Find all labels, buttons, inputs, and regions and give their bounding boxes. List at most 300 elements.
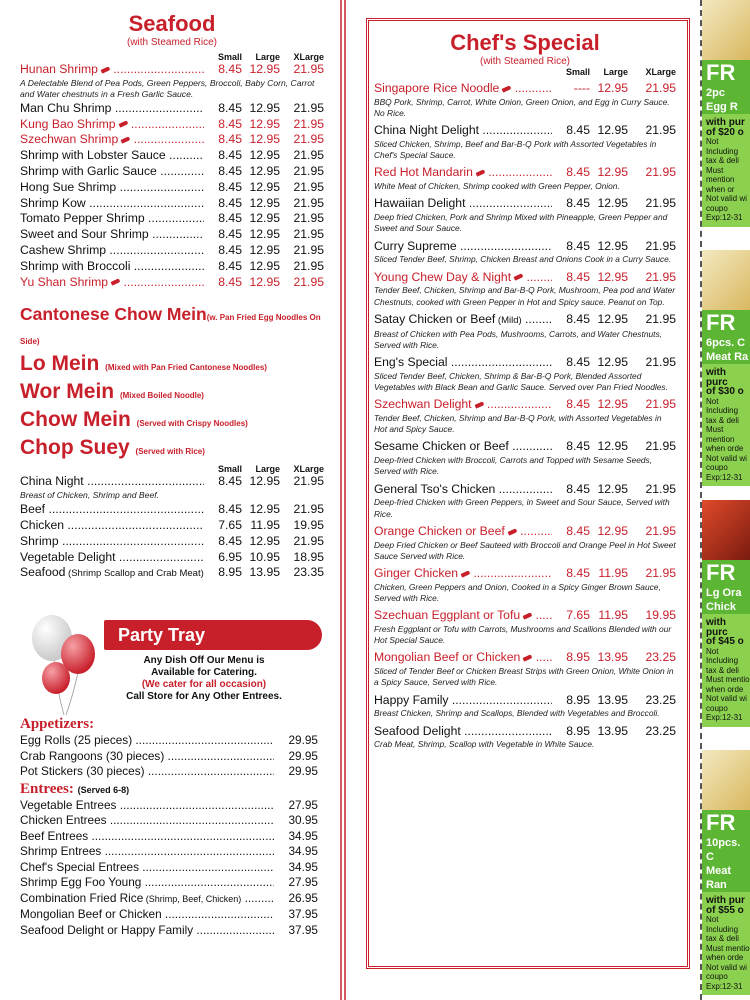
menu-item-price: 8.45 (218, 258, 242, 273)
coupon-fine-print: Not Including (706, 396, 739, 415)
menu-item-price: 12.95 (597, 165, 628, 180)
menu-item-price: 12.95 (597, 123, 628, 138)
menu-item-price: 8.45 (566, 165, 590, 180)
menu-item-price: 12.95 (597, 81, 628, 95)
coupon-purchase-line: with pur (706, 117, 745, 128)
menu-item-price: 21.95 (293, 211, 324, 226)
right-column (374, 30, 676, 752)
menu-item-price: 12.95 (597, 269, 628, 284)
catering-item-row (20, 829, 318, 845)
coupon-fine-print: coupo (706, 203, 728, 213)
hot-pepper-icon (523, 655, 533, 662)
coupon-purchase-line: of $45 o (706, 636, 744, 647)
coupon-free-label: FR (702, 560, 750, 586)
menu-item-row (20, 502, 324, 518)
noodle-size-headers: Small Large XLarge (217, 464, 324, 475)
menu-item-price: 21.95 (293, 163, 324, 178)
menu-item-name: Ginger Chicken ..... (374, 566, 552, 582)
chefs-special-item (374, 196, 676, 234)
menu-item-name: Sweet and Sour Shrimp ..... (20, 227, 204, 243)
wor-mein-note: (Mixed Boiled Noodle) (119, 391, 204, 401)
menu-item-name: Yu Shan Shrimp ..... (20, 275, 204, 291)
coupon-fine-print: Not Including (706, 915, 739, 934)
menu-item-price: 12.95 (249, 100, 280, 115)
menu-item-price: 8.45 (566, 397, 590, 412)
menu-item-name: China Night Delight ..... (374, 123, 552, 139)
menu-item-name: Sesame Chicken or Beef ..... (374, 439, 552, 455)
catering-item-name: Vegetable Entrees ..... (20, 798, 274, 814)
menu-item-price: 23.35 (293, 565, 324, 580)
coupon-fine-print: when orde (706, 684, 744, 694)
menu-item-description: Sliced Chicken, Shrimp, Beef and Bar-B-Q Pork with Assorted Vegetables in Chef's Special Sauce. (374, 139, 657, 161)
coupon-purchase-line: with purc (706, 367, 728, 388)
menu-item-row (20, 227, 324, 243)
chow-mein-title: Chow Mein (20, 408, 131, 432)
coupon-offer-line: Meat Ra (702, 350, 750, 364)
menu-item-name: Shrimp Kow ..... (20, 196, 204, 212)
menu-item-price: 21.95 (293, 62, 324, 76)
appetizers-title: Appetizers: (20, 716, 95, 732)
catering-item-name: Chef's Special Entrees ..... (20, 860, 274, 876)
catering-item-price: 29.95 (288, 764, 318, 778)
menu-item-price: 8.45 (218, 100, 242, 115)
coupon-free-label: FR (702, 310, 750, 336)
catering-item-name: Pot Stickers (30 pieces) ..... (20, 764, 274, 780)
menu-item-price: 21.95 (293, 179, 324, 194)
menu-item-price: 23.25 (645, 692, 676, 707)
coupon-fine-print: tax & deli (706, 156, 739, 165)
catering-item-price: 29.95 (288, 733, 318, 747)
menu-item-row (20, 164, 324, 180)
menu-item-name: Young Chew Day & Night ..... (374, 270, 552, 286)
catering-item-price: 27.95 (288, 875, 318, 889)
menu-item-name: Hunan Shrimp ..... (20, 62, 204, 78)
menu-item-name: Man Chu Shrimp ..... (20, 101, 204, 117)
coupon-fine-print: Not Including (706, 137, 739, 156)
menu-item-description: Breast of Chicken with Pea Pods, Mushrooms, Carrots, and Water Chestnuts, Served with Rice. (374, 328, 662, 350)
menu-item-name: Vegetable Delight ..... (20, 550, 204, 566)
coupon-fine-print: coupo (706, 703, 728, 713)
menu-item-price: 8.45 (218, 533, 242, 548)
menu-item-price: 8.45 (218, 116, 242, 131)
menu-item-price: 18.95 (293, 549, 324, 564)
menu-item-price: 12.95 (249, 227, 280, 242)
entrees-list (20, 798, 318, 939)
menu-item-name: Tomato Pepper Shrimp ..... (20, 211, 204, 227)
menu-item-price: 12.95 (249, 195, 280, 210)
menu-item-price: ---- (573, 81, 590, 95)
menu-item-description: Sliced of Tender Beef or Chicken Breast Strips with Green Onion, White Onion in a Spicy Sauce, Served with Rice. (374, 666, 674, 688)
catering-item-name: Seafood Delight or Happy Family ..... (20, 923, 274, 939)
menu-item-price: 11.95 (250, 517, 280, 532)
chefs-size-headers: Small Large XLarge (565, 67, 676, 77)
menu-item-price: 23.25 (645, 723, 676, 738)
chefs-special-item (374, 693, 676, 720)
coupon-fine-print: Not Including (706, 646, 739, 665)
coupon-purchase-line: of $55 o (706, 904, 744, 916)
chop-suey-title: Chop Suey (20, 436, 130, 460)
menu-item-row (20, 534, 324, 550)
coupon-fine-print: tax & deli (706, 934, 739, 943)
menu-item-price: 21.95 (293, 474, 324, 489)
catering-item-row (20, 923, 318, 939)
menu-item-name: Szechuan Eggplant or Tofu ..... (374, 608, 552, 624)
hot-pepper-icon (461, 570, 471, 577)
menu-item-name: Beef ..... (20, 502, 204, 518)
menu-item-name: Shrimp with Broccoli ..... (20, 259, 204, 275)
party-tray-banner: Party Tray (104, 620, 322, 650)
menu-item-price: 21.95 (645, 355, 676, 370)
menu-item-price: 8.45 (566, 269, 590, 284)
menu-item-price: 8.45 (218, 474, 242, 489)
coupon[interactable] (702, 750, 750, 995)
cantonese-title: Cantonese Chow Mein (20, 304, 207, 325)
catering-item-row (20, 733, 318, 749)
menu-item-price: 12.95 (249, 179, 280, 194)
menu-item-price: 11.95 (598, 566, 628, 581)
catering-item-name: Beef Entrees ..... (20, 829, 274, 845)
menu-item-row (374, 270, 676, 286)
menu-item-name: Seafood Delight ..... (374, 724, 552, 740)
menu-item-row (20, 565, 324, 582)
menu-item-name: Cashew Shrimp ..... (20, 243, 204, 259)
menu-item-row (20, 148, 324, 164)
catering-item-name: Chicken Entrees ..... (20, 813, 274, 829)
menu-item-note: (Mild) (495, 314, 522, 326)
menu-item-price: 8.45 (218, 148, 242, 163)
menu-item-row (20, 518, 324, 534)
menu-item-row (374, 239, 676, 255)
menu-item-price: 8.45 (218, 163, 242, 178)
menu-item-price: 12.95 (249, 502, 280, 517)
menu-item-row (20, 101, 324, 117)
menu-item-price: 8.45 (566, 311, 590, 326)
catering-item-price: 34.95 (288, 828, 318, 843)
coupon-fine-print: when orde (706, 444, 744, 453)
menu-item-price: 7.65 (218, 517, 242, 532)
menu-item-price: 13.95 (249, 565, 280, 580)
coupon-fine-print: tax & deli (706, 665, 739, 675)
menu-item-price: 8.45 (218, 274, 242, 289)
menu-item-price: 8.45 (566, 439, 590, 454)
menu-item-row (374, 650, 676, 666)
menu-item-row (374, 566, 676, 582)
coupon-food-image (702, 250, 750, 310)
wor-mein-title: Wor Mein (20, 380, 115, 404)
coupon-fine-print: coupo (706, 972, 728, 981)
chefs-special-item (374, 312, 676, 351)
menu-item-price: 8.45 (218, 502, 242, 517)
menu-item-price: 21.95 (293, 258, 324, 273)
menu-item-price: 21.95 (645, 566, 676, 581)
menu-item-description: Fresh Eggplant or Tofu with Carrots, Mushrooms and Scallions Blended with our Hot Special Sauce. (374, 624, 672, 646)
chefs-special-subtitle: (with Steamed Rice) (479, 56, 571, 67)
catering-item-name: Egg Rolls (25 pieces) ..... (20, 733, 274, 749)
menu-item-price: 21.95 (645, 481, 676, 496)
menu-item-price: 8.45 (566, 196, 590, 211)
menu-item-price: 12.95 (249, 533, 280, 548)
menu-item-price: 21.95 (293, 227, 324, 242)
catering-item-name: Shrimp Egg Foo Young ..... (20, 875, 274, 891)
menu-item-row (374, 608, 676, 624)
catering-item-row (20, 907, 318, 923)
menu-item-price: 8.45 (218, 227, 242, 242)
menu-item-description: Deep fried Chicken, Pork and Shrimp Mixed with Pineapple, Green Pepper and Sweet and Sour Sauce. (374, 212, 668, 234)
menu-item-name: Shrimp with Garlic Sauce ..... (20, 164, 204, 180)
menu-item-price: 21.95 (645, 81, 676, 95)
menu-item-price: 21.95 (645, 439, 676, 454)
coupon-fine-print: Exp:12-31 (706, 981, 743, 991)
coupon-terms (702, 364, 750, 486)
coupon-fine-print: coupo (706, 463, 728, 472)
menu-item-name: Szechwan Shrimp ..... (20, 132, 204, 148)
catering-lists (20, 716, 318, 938)
hot-pepper-icon (507, 528, 517, 535)
menu-item-name: Mongolian Beef or Chicken ..... (374, 650, 552, 666)
menu-item-price: 23.25 (645, 650, 676, 665)
menu-item-name: Orange Chicken or Beef ..... (374, 524, 552, 540)
menu-item-price: 8.95 (566, 650, 590, 665)
coupon-offer-line: 10pcs. C (702, 836, 750, 864)
menu-item-row (374, 312, 676, 329)
hot-pepper-icon (118, 121, 128, 128)
menu-item-name: Hong Sue Shrimp ..... (20, 180, 204, 196)
catering-item-name: Shrimp Entrees ..... (20, 844, 274, 860)
menu-item-price: 8.45 (566, 481, 590, 496)
menu-item-price: 21.95 (645, 238, 676, 253)
menu-item-price: 8.45 (218, 132, 242, 147)
menu-item-price: 19.95 (645, 608, 676, 623)
menu-item-description: Deep Fried Chicken or Beef Sauteed with Broccoli and Orange Peel in Hot Sweet Sauce Served with Rice. (374, 539, 676, 561)
menu-item-row (20, 243, 324, 259)
menu-item-price: 12.95 (597, 481, 628, 496)
catering-item-price: 34.95 (288, 844, 318, 858)
coupon-strip (702, 0, 750, 1000)
menu-item-description: Breast of Chicken, Shrimp and Beef. (20, 490, 160, 501)
menu-item-row (374, 397, 676, 413)
menu-item-row (374, 524, 676, 540)
seafood-list (20, 62, 324, 290)
catering-item-price: 34.95 (288, 859, 318, 874)
menu-item-price: 8.45 (218, 211, 242, 226)
entrees-title: Entrees: (20, 780, 74, 797)
menu-item-price: 12.95 (597, 238, 628, 253)
menu-item-price: 8.45 (218, 242, 242, 257)
menu-item-name: Satay Chicken or Beef (Mild) ..... (374, 312, 552, 329)
catering-item-price: 37.95 (288, 907, 318, 921)
menu-item-price: 21.95 (645, 397, 676, 412)
chefs-special-item (374, 81, 676, 119)
menu-item-price: 8.45 (218, 179, 242, 194)
menu-item-price: 21.95 (293, 533, 324, 548)
menu-item-description: White Meat of Chicken, Shrimp cooked with Green Pepper, Onion. (374, 181, 620, 192)
party-tray-info: Any Dish Off Our Menu is Available for Catering. (We cater for all occasion) Call Store for Any Other Entrees. (126, 655, 282, 702)
menu-item-price: 21.95 (293, 242, 324, 257)
menu-item-name: Curry Supreme ..... (374, 239, 552, 255)
menu-item-price: 8.45 (566, 523, 590, 538)
menu-item-row (374, 693, 676, 709)
coupon-purchase-line: of $20 o (706, 126, 744, 138)
menu-item-price: 6.95 (218, 549, 242, 564)
coupon-offer-line: Egg R (702, 100, 750, 114)
menu-item-price: 19.95 (293, 517, 324, 532)
menu-item-price: 11.95 (598, 608, 628, 623)
coupon-free-label: FR (702, 810, 750, 836)
menu-item-price: 12.95 (249, 211, 280, 226)
coupon-fine-print: Must mention (706, 425, 735, 444)
coupon-fine-print: Not valid wi (706, 194, 747, 203)
menu-item-name: General Tso's Chicken ..... (374, 482, 552, 498)
chefs-special-item (374, 566, 676, 604)
menu-item-price: 12.95 (249, 474, 280, 489)
chefs-special-item (374, 439, 676, 477)
coupon-food-image (702, 0, 750, 60)
menu-item-row (374, 165, 676, 181)
menu-item-price: 8.95 (566, 723, 590, 738)
coupon-offer-line: 2pc (702, 86, 750, 100)
hot-pepper-icon (111, 279, 121, 286)
menu-item-name: China Night ..... (20, 474, 204, 490)
menu-item-row (374, 196, 676, 212)
menu-item-description: Tender Beef, Chicken, Shrimp and Bar-B-Q Pork, with Assorted Vegetables in Hot and Spicy Sauce. (374, 413, 662, 435)
seafood-subtitle: (with Steamed Rice) (126, 37, 218, 48)
noodle-titles (20, 304, 324, 464)
menu-item-price: 8.45 (566, 355, 590, 370)
menu-item-price: 21.95 (293, 502, 324, 517)
chefs-special-item (374, 650, 676, 688)
menu-item-price: 21.95 (645, 123, 676, 138)
menu-item-price: 12.95 (249, 242, 280, 257)
catering-item-name: Crab Rangoons (30 pieces) ..... (20, 749, 274, 765)
hot-pepper-icon (475, 169, 485, 176)
coupon-purchase-line: with purc (706, 617, 728, 638)
chefs-special-item (374, 724, 676, 751)
cantonese-note: (w. Pan Fried Egg Noodles On Side) (20, 313, 321, 347)
menu-item-name: Red Hot Mandarin ..... (374, 165, 552, 181)
catering-item-row (20, 844, 318, 860)
menu-item-price: 21.95 (645, 523, 676, 538)
coupon-food-image (702, 750, 750, 810)
menu-item-price: 21.95 (293, 132, 324, 147)
menu-item-price: 21.95 (645, 311, 676, 326)
menu-item-price: 8.45 (566, 238, 590, 253)
coupon-fine-print: when or (706, 184, 735, 194)
menu-item-description: Breast Chicken, Shrimp and Scallops, Blended with Vegetables and Broccoli. (374, 708, 660, 719)
coupon-fine-print: Exp:12-31 (706, 713, 743, 722)
column-divider (340, 0, 346, 1000)
hot-pepper-icon (100, 66, 110, 73)
menu-item-price: 12.95 (249, 116, 280, 131)
menu-item-description: A Delectable Blend of Pea Pods, Green Peppers, Broccoli, Baby Corn, Carrot and Water chestnuts in a Fresh Garlic Sauce. (20, 77, 315, 99)
coupon-fine-print: Must mentio (706, 675, 750, 684)
coupon-terms (702, 892, 750, 995)
catering-item-price: 37.95 (288, 922, 318, 937)
menu-item-price: 7.65 (566, 608, 590, 623)
menu-item-price: 21.95 (645, 165, 676, 180)
chefs-special-item (374, 524, 676, 562)
coupon-offer-line: Meat Ran (702, 864, 750, 892)
menu-item-row (20, 196, 324, 212)
coupon-purchase-line: with pur (706, 895, 745, 906)
menu-item-row (374, 81, 676, 97)
menu-item-row (374, 355, 676, 371)
menu-item-row (20, 62, 324, 78)
coupon[interactable] (702, 500, 750, 727)
entrees-note: (Served 6-8) (77, 784, 130, 795)
menu-item-row (20, 259, 324, 275)
coupon-purchase-line: of $30 o (706, 386, 744, 397)
menu-item-price: 8.45 (566, 566, 590, 581)
menu-item-description: Tender Beef, Chicken, Shrimp and Bar-B-Q Pork, Mushroom, Pea pod and Water Chestnuts, cooked with Green Pepper in Hot and Spicy sauce. Peanut on Top. (374, 285, 676, 307)
coupon-fine-print: when orde (706, 953, 744, 962)
menu-item-price: 12.95 (249, 163, 280, 178)
coupon-offer-line: Lg Ora (702, 586, 750, 600)
left-column (20, 12, 324, 582)
menu-item-price: 8.95 (218, 565, 242, 580)
chefs-special-item (374, 165, 676, 192)
menu-item-price: 8.45 (566, 123, 590, 138)
chefs-special-item (374, 608, 676, 646)
menu-item-row (374, 439, 676, 455)
menu-item-price: 12.95 (597, 355, 628, 370)
coupon-fine-print: Not valid wi (706, 694, 747, 703)
menu-item-price: 13.95 (597, 723, 628, 738)
catering-item-row (20, 798, 318, 814)
menu-item-price: 21.95 (293, 116, 324, 131)
menu-item-description: Deep-fried Chicken with Broccoli, Carrots and Topped with Sesame Seeds, Served with Rice. (374, 455, 653, 477)
menu-item-price: 21.95 (293, 148, 324, 163)
menu-item-row (374, 123, 676, 139)
menu-item-price: 12.95 (249, 258, 280, 273)
menu-item-price: 13.95 (597, 650, 628, 665)
coupon[interactable] (702, 250, 750, 486)
menu-item-price: 12.95 (597, 196, 628, 211)
chefs-special-item (374, 397, 676, 435)
menu-item-name: Chicken ..... (20, 518, 204, 534)
coupon[interactable] (702, 0, 750, 227)
menu-item-price: 21.95 (645, 196, 676, 211)
menu-item-price: 21.95 (293, 100, 324, 115)
menu-item-price: 12.95 (249, 274, 280, 289)
coupon-free-label: FR (702, 60, 750, 86)
menu-item-row (20, 275, 324, 291)
coupon-fine-print: Not valid wi (706, 962, 747, 972)
menu-item-name: Kung Bao Shrimp ..... (20, 117, 204, 133)
catering-item-price: 26.95 (288, 890, 318, 905)
coupon-fine-print: Not valid wi (706, 453, 747, 463)
chop-suey-note: (Served with Rice) (135, 447, 205, 457)
menu-item-price: 10.95 (249, 549, 280, 564)
menu-item-price: 8.45 (218, 62, 242, 76)
menu-item-description: Sliced Tender Beef, Shrimp, Chicken Breast and Onions Cook in a Curry Sauce. (374, 254, 672, 265)
menu-item-price: 8.45 (218, 195, 242, 210)
coupon-fine-print: tax & deli (706, 415, 739, 425)
appetizers-list (20, 733, 318, 780)
chow-mein-note: (Served with Crispy Noodles) (136, 419, 248, 429)
chefs-special-item (374, 123, 676, 161)
chefs-special-item (374, 239, 676, 266)
coupon-fine-print: Must mentio (706, 943, 750, 953)
catering-item-note: (Shrimp, Beef, Chicken) (143, 893, 242, 904)
menu-item-price: 12.95 (597, 523, 628, 538)
seafood-title: Seafood (128, 11, 216, 36)
hot-pepper-icon (502, 85, 512, 92)
menu-item-row (20, 132, 324, 148)
menu-item-price: 12.95 (597, 439, 628, 454)
menu-item-row (20, 180, 324, 196)
menu-item-name: Seafood (Shrimp Scallop and Crab Meat) ..... (20, 565, 204, 582)
menu-item-name: Happy Family ..... (374, 693, 552, 709)
